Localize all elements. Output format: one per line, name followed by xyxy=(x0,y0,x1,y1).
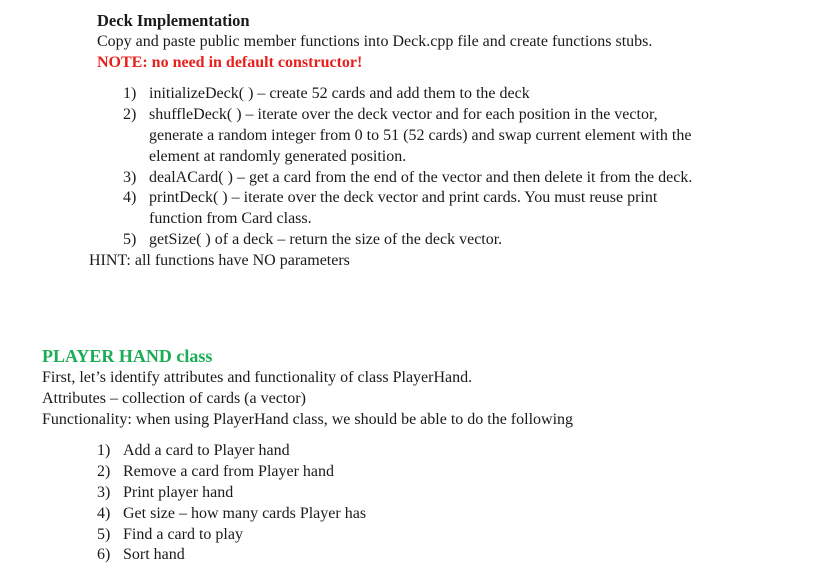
deck-intro: Copy and paste public member functions into Deck.cpp file and create functions stubs. xyxy=(97,32,653,50)
list-item-text: Remove a card from Player hand xyxy=(123,463,335,481)
list-item xyxy=(42,441,742,462)
list-item xyxy=(97,84,737,105)
list-item-number: 3) xyxy=(123,168,137,186)
list-item xyxy=(42,525,742,546)
list-item-text: printDeck( ) – iterate over the deck vector and print cards. You must reuse print function from Card class. xyxy=(149,189,658,228)
list-item xyxy=(97,105,737,167)
list-item-number: 1) xyxy=(97,442,111,460)
player-hand-function-list xyxy=(42,441,742,566)
list-item xyxy=(42,462,742,483)
list-item xyxy=(97,230,737,251)
player-hand-intro: First, let’s identify attributes and functionality of class PlayerHand. xyxy=(42,369,473,386)
list-item-text: Sort hand xyxy=(123,546,185,564)
list-item-number: 5) xyxy=(97,525,111,543)
list-item-text: Print player hand xyxy=(123,483,234,501)
list-item-number: 2) xyxy=(123,106,137,124)
player-hand-title: PLAYER HAND class xyxy=(42,346,213,366)
player-hand-attributes: Attributes – collection of cards (a vector) xyxy=(42,389,306,407)
list-item xyxy=(97,168,737,189)
list-item-text: getSize( ) of a deck – return the size of the deck vector. xyxy=(149,230,503,248)
list-item-text: shuffleDeck( ) – iterate over the deck vector and for each position in the vector, generate a random integer from 0 to 51 (52 cards) and swap current element with the element at randomly generated position. xyxy=(149,106,692,165)
player-hand-functionality: Functionality: when using PlayerHand class, we should be able to do the following xyxy=(42,410,574,428)
deck-note: NOTE: no need in default constructor! xyxy=(97,53,363,71)
list-item-number: 2) xyxy=(97,463,111,481)
list-item xyxy=(97,188,737,230)
list-item-number: 3) xyxy=(97,483,111,501)
list-item-number: 5) xyxy=(123,230,137,248)
deck-implementation-section xyxy=(89,11,737,272)
deck-hint: HINT: all functions have NO parameters xyxy=(89,251,350,269)
list-item xyxy=(42,545,742,566)
deck-function-list xyxy=(97,84,737,250)
list-item-number: 1) xyxy=(123,85,137,103)
player-hand-section xyxy=(42,345,742,566)
list-item-text: initializeDeck( ) – create 52 cards and add them to the deck xyxy=(149,85,530,103)
list-item-number: 4) xyxy=(123,189,137,207)
list-item-text: Find a card to play xyxy=(123,525,243,543)
list-item-text: dealACard( ) – get a card from the end of the vector and then delete it from the deck. xyxy=(149,168,693,186)
list-item xyxy=(42,483,742,504)
list-item xyxy=(42,504,742,525)
list-item-number: 4) xyxy=(97,504,111,522)
list-item-text: Add a card to Player hand xyxy=(123,442,290,460)
list-item-text: Get size – how many cards Player has xyxy=(123,504,367,522)
deck-heading: Deck Implementation xyxy=(97,11,250,30)
list-item-number: 6) xyxy=(97,546,111,564)
